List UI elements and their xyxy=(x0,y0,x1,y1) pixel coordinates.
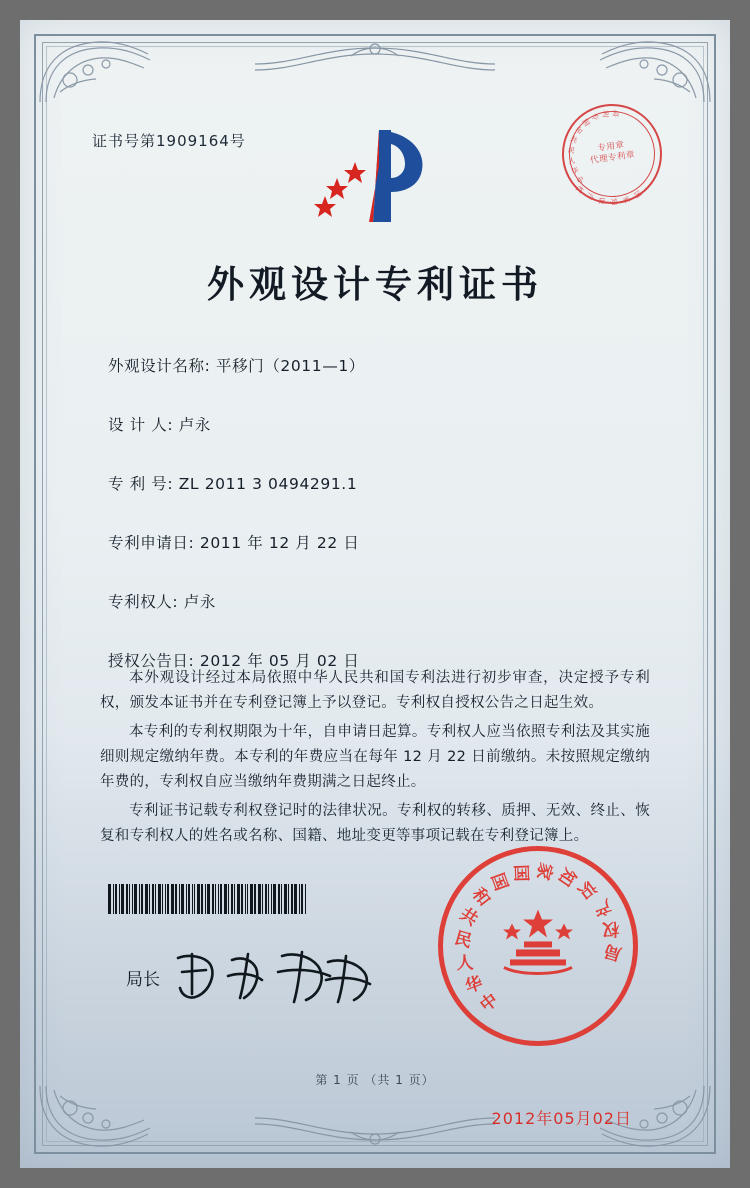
barcode-bar xyxy=(175,884,177,914)
field-designer xyxy=(108,413,642,435)
barcode-bar xyxy=(250,884,253,914)
barcode-bar xyxy=(278,884,280,914)
barcode-bar xyxy=(245,884,246,914)
certificate-content xyxy=(66,66,684,1128)
barcode-bar xyxy=(254,884,256,914)
barcode-bar xyxy=(139,884,140,914)
national-seal-text: 中 华 人 民 共 和 国 国 家 知 识 产 权 局 xyxy=(452,860,624,1017)
barcode-bar xyxy=(218,884,219,914)
barcode-bar xyxy=(220,884,222,914)
field-value: ZL 2011 3 0494291.1 xyxy=(178,475,358,493)
field-value: 卢永 xyxy=(183,593,216,611)
barcode-bar xyxy=(288,884,289,914)
barcode-bar xyxy=(294,884,297,914)
barcode-bar xyxy=(281,884,282,914)
barcode-bar xyxy=(271,884,272,914)
agency-stamp-arc-text: 中 华 人 民 共 和 国 专 利 局 国 家 知 识 产 权 xyxy=(567,109,643,206)
barcode-bar xyxy=(155,884,156,914)
barcode-bar xyxy=(237,884,240,914)
national-seal xyxy=(438,846,638,1046)
agency-stamp-line2: 代理专利章 xyxy=(589,149,636,167)
barcode-bar xyxy=(258,884,261,914)
field-value: 平移门（2011—1） xyxy=(215,357,365,375)
certificate-number: 证书号第1909164号 xyxy=(92,132,246,150)
field-label: 专 利 号: xyxy=(108,475,174,493)
barcode-bar xyxy=(265,884,267,914)
barcode-bar xyxy=(228,884,229,914)
paragraph-2: 本专利的专利权期限为十年，自申请日起算。专利权人应当依照专利法及其实施细则规定缴纳年费。本专利的年费应当在每年 12 月 22 日前缴纳。未按照规定缴纳年费的，专利权自应当缴纳年费期满之日起终止。 xyxy=(100,724,650,790)
certificate-paper xyxy=(20,20,730,1168)
barcode-bar xyxy=(201,884,203,914)
field-value: 2011 年 12 月 22 日 xyxy=(199,534,360,552)
barcode-bar xyxy=(149,884,150,914)
barcode-bar xyxy=(119,884,120,914)
barcode-bar xyxy=(299,884,300,914)
agency-stamp xyxy=(556,98,669,211)
barcode-bar xyxy=(134,884,137,914)
barcode-bar xyxy=(113,884,114,914)
barcode-bar xyxy=(268,884,269,914)
barcode-bar xyxy=(152,884,154,914)
barcode-bar xyxy=(165,884,166,914)
barcode-bar xyxy=(194,884,195,914)
barcode-bar xyxy=(192,884,193,914)
barcode-bar xyxy=(197,884,200,914)
sipo-logo-icon xyxy=(311,122,439,234)
barcode-bar xyxy=(273,884,276,914)
signature-label: 局长 xyxy=(126,969,160,990)
agency-stamp-line1: 专用章 xyxy=(596,140,626,154)
barcode-bar xyxy=(188,884,190,914)
field-patentee xyxy=(108,590,642,612)
barcode-bar xyxy=(141,884,143,914)
barcode-bar xyxy=(145,884,148,914)
barcode-bar xyxy=(207,884,210,914)
barcode-bar xyxy=(234,884,235,914)
barcode-bar xyxy=(284,884,287,914)
barcode-bar xyxy=(121,884,124,914)
page-title: 外观设计专利证书 xyxy=(207,262,543,306)
barcode-bar xyxy=(247,884,248,914)
barcode-bar xyxy=(126,884,128,914)
barcode-bar xyxy=(171,884,174,914)
barcode-bar xyxy=(167,884,169,914)
field-value: 2012 年 05 月 02 日 xyxy=(199,652,360,670)
signature-block xyxy=(126,946,380,1008)
barcode-bar xyxy=(181,884,184,914)
barcode-bar xyxy=(158,884,161,914)
field-value: 卢永 xyxy=(178,416,211,434)
field-label: 专利权人: xyxy=(108,593,179,611)
barcode-bar xyxy=(205,884,206,914)
barcode-bar xyxy=(132,884,133,914)
page-footer: 第 1 页 （共 1 页） xyxy=(315,1073,435,1087)
barcode-bar xyxy=(115,884,117,914)
field-label: 专利申请日: xyxy=(108,534,195,552)
barcode-bar xyxy=(186,884,187,914)
field-design-name xyxy=(108,354,642,376)
signature-handwriting-icon xyxy=(170,946,380,1008)
paragraph-3: 专利证书记载专利权登记时的法律状况。专利权的转移、质押、无效、终止、恢复和专利权人的姓名或名称、国籍、地址变更等事项记载在专利登记簿上。 xyxy=(100,803,650,844)
barcode xyxy=(108,884,348,914)
barcode-bar xyxy=(179,884,180,914)
barcode-bar xyxy=(291,884,293,914)
national-emblem-icon xyxy=(490,905,586,983)
fields-list xyxy=(108,354,642,708)
barcode-bar xyxy=(224,884,227,914)
legal-text xyxy=(100,666,650,853)
barcode-bar xyxy=(162,884,163,914)
barcode-bar xyxy=(231,884,233,914)
barcode-bar xyxy=(129,884,130,914)
barcode-bar xyxy=(215,884,216,914)
field-application-date xyxy=(108,531,642,553)
barcode-bar xyxy=(262,884,263,914)
field-label: 设 计 人: xyxy=(108,416,174,434)
field-label: 外观设计名称: xyxy=(108,357,211,375)
barcode-bar xyxy=(241,884,243,914)
barcode-bar xyxy=(301,884,303,914)
barcode-bar xyxy=(305,884,306,914)
field-label: 授权公告日: xyxy=(108,652,195,670)
seal-date: 2012年05月02日 xyxy=(491,1109,632,1128)
barcode-bar xyxy=(212,884,214,914)
paragraph-1: 本外观设计经过本局依照中华人民共和国专利法进行初步审查，决定授予专利权，颁发本证书并在专利登记簿上予以登记。专利权自授权公告之日起生效。 xyxy=(100,670,650,711)
barcode-bar xyxy=(108,884,111,914)
field-patent-number xyxy=(108,472,642,494)
